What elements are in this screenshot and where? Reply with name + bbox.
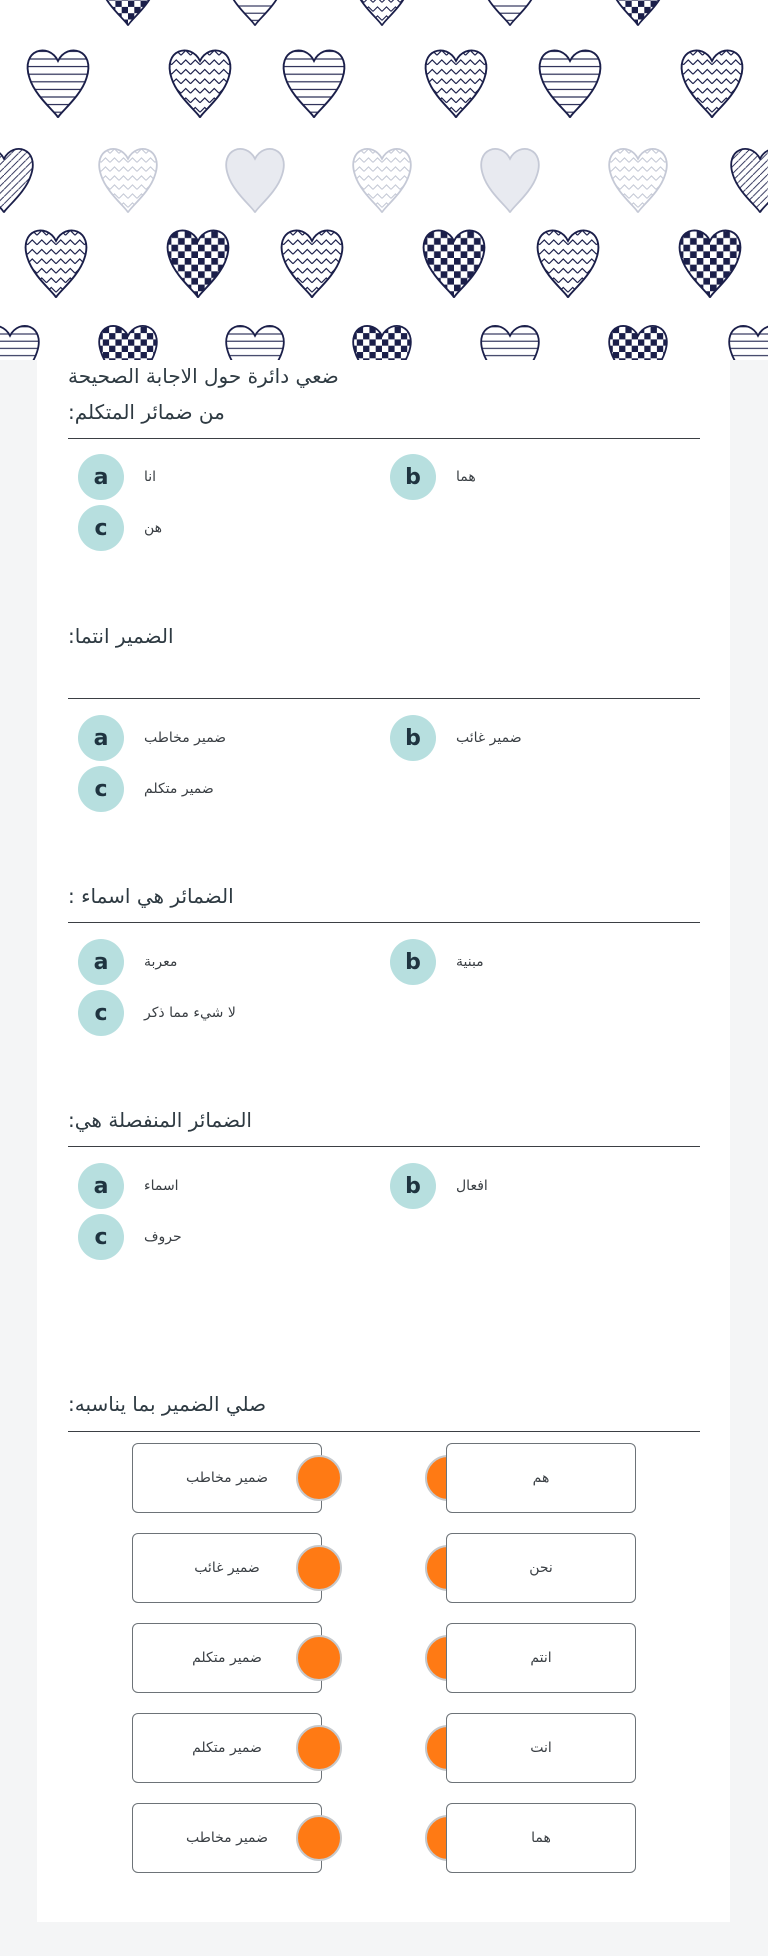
match-left-connector[interactable]: [296, 1635, 342, 1681]
option-label: لا شيء مما ذكر: [144, 1005, 236, 1021]
question-3-divider: [68, 922, 700, 923]
question-1-option-a[interactable]: [78, 454, 156, 500]
question-2-option-a[interactable]: [78, 715, 226, 761]
question-3-title: الضمائر هي اسماء :: [68, 884, 234, 908]
match-left-item: ضمير مخاطب: [132, 1803, 322, 1873]
option-label: مبنية: [456, 954, 484, 970]
option-label: ضمير غائب: [456, 730, 522, 746]
question-2-option-b[interactable]: [390, 715, 522, 761]
match-right-item: هما: [446, 1803, 636, 1873]
matching-divider: [68, 1431, 700, 1432]
option-label: هما: [456, 469, 476, 485]
match-left-item: ضمير متكلم: [132, 1713, 322, 1783]
match-left-item: ضمير متكلم: [132, 1623, 322, 1693]
option-label: معربة: [144, 954, 178, 970]
match-left-connector[interactable]: [296, 1545, 342, 1591]
option-letter-badge: b: [390, 939, 436, 985]
heart-pattern-icon: [0, 0, 768, 360]
question-4-title: الضمائر المنفصلة هي:: [68, 1108, 252, 1132]
option-label: هن: [144, 520, 163, 536]
match-left-connector[interactable]: [296, 1815, 342, 1861]
match-right-item: انت: [446, 1713, 636, 1783]
question-2-option-c[interactable]: [78, 766, 214, 812]
option-letter-badge: a: [78, 939, 124, 985]
match-left-connector[interactable]: [296, 1725, 342, 1771]
option-letter-badge: c: [78, 766, 124, 812]
match-left-connector[interactable]: [296, 1455, 342, 1501]
option-letter-badge: c: [78, 505, 124, 551]
option-letter-badge: b: [390, 454, 436, 500]
matching-title: صلي الضمير بما يناسبه:: [68, 1392, 267, 1416]
question-3-option-b[interactable]: [390, 939, 484, 985]
question-4-divider: [68, 1146, 700, 1147]
match-right-item: هم: [446, 1443, 636, 1513]
instruction-prompt: ضعي دائرة حول الاجابة الصحيحة: [68, 364, 339, 388]
option-label: اسماء: [144, 1178, 179, 1194]
option-letter-badge: a: [78, 1163, 124, 1209]
option-letter-badge: b: [390, 1163, 436, 1209]
option-label: انا: [144, 469, 157, 485]
option-label: حروف: [144, 1229, 182, 1245]
match-right-item: انتم: [446, 1623, 636, 1693]
question-1-option-b[interactable]: [390, 454, 476, 500]
question-3-option-c[interactable]: [78, 990, 236, 1036]
option-letter-badge: c: [78, 990, 124, 1036]
option-letter-badge: b: [390, 715, 436, 761]
match-left-item: ضمير مخاطب: [132, 1443, 322, 1513]
question-3-option-a[interactable]: [78, 939, 177, 985]
question-1-option-c[interactable]: [78, 505, 162, 551]
option-label: ضمير متكلم: [144, 781, 214, 797]
option-letter-badge: c: [78, 1214, 124, 1260]
question-4-option-b[interactable]: [390, 1163, 488, 1209]
question-1-divider: [68, 438, 700, 439]
question-4-option-a[interactable]: [78, 1163, 179, 1209]
option-label: ضمير مخاطب: [144, 730, 227, 746]
option-letter-badge: a: [78, 715, 124, 761]
option-letter-badge: a: [78, 454, 124, 500]
question-1-title: من ضمائر المتكلم:: [68, 400, 225, 424]
match-right-item: نحن: [446, 1533, 636, 1603]
match-left-item: ضمير غائب: [132, 1533, 322, 1603]
heart-pattern-banner: [0, 0, 768, 360]
question-2-divider: [68, 698, 700, 699]
option-label: افعال: [456, 1178, 488, 1194]
question-4-option-c[interactable]: [78, 1214, 182, 1260]
question-2-title: الضمير انتما:: [68, 624, 174, 648]
